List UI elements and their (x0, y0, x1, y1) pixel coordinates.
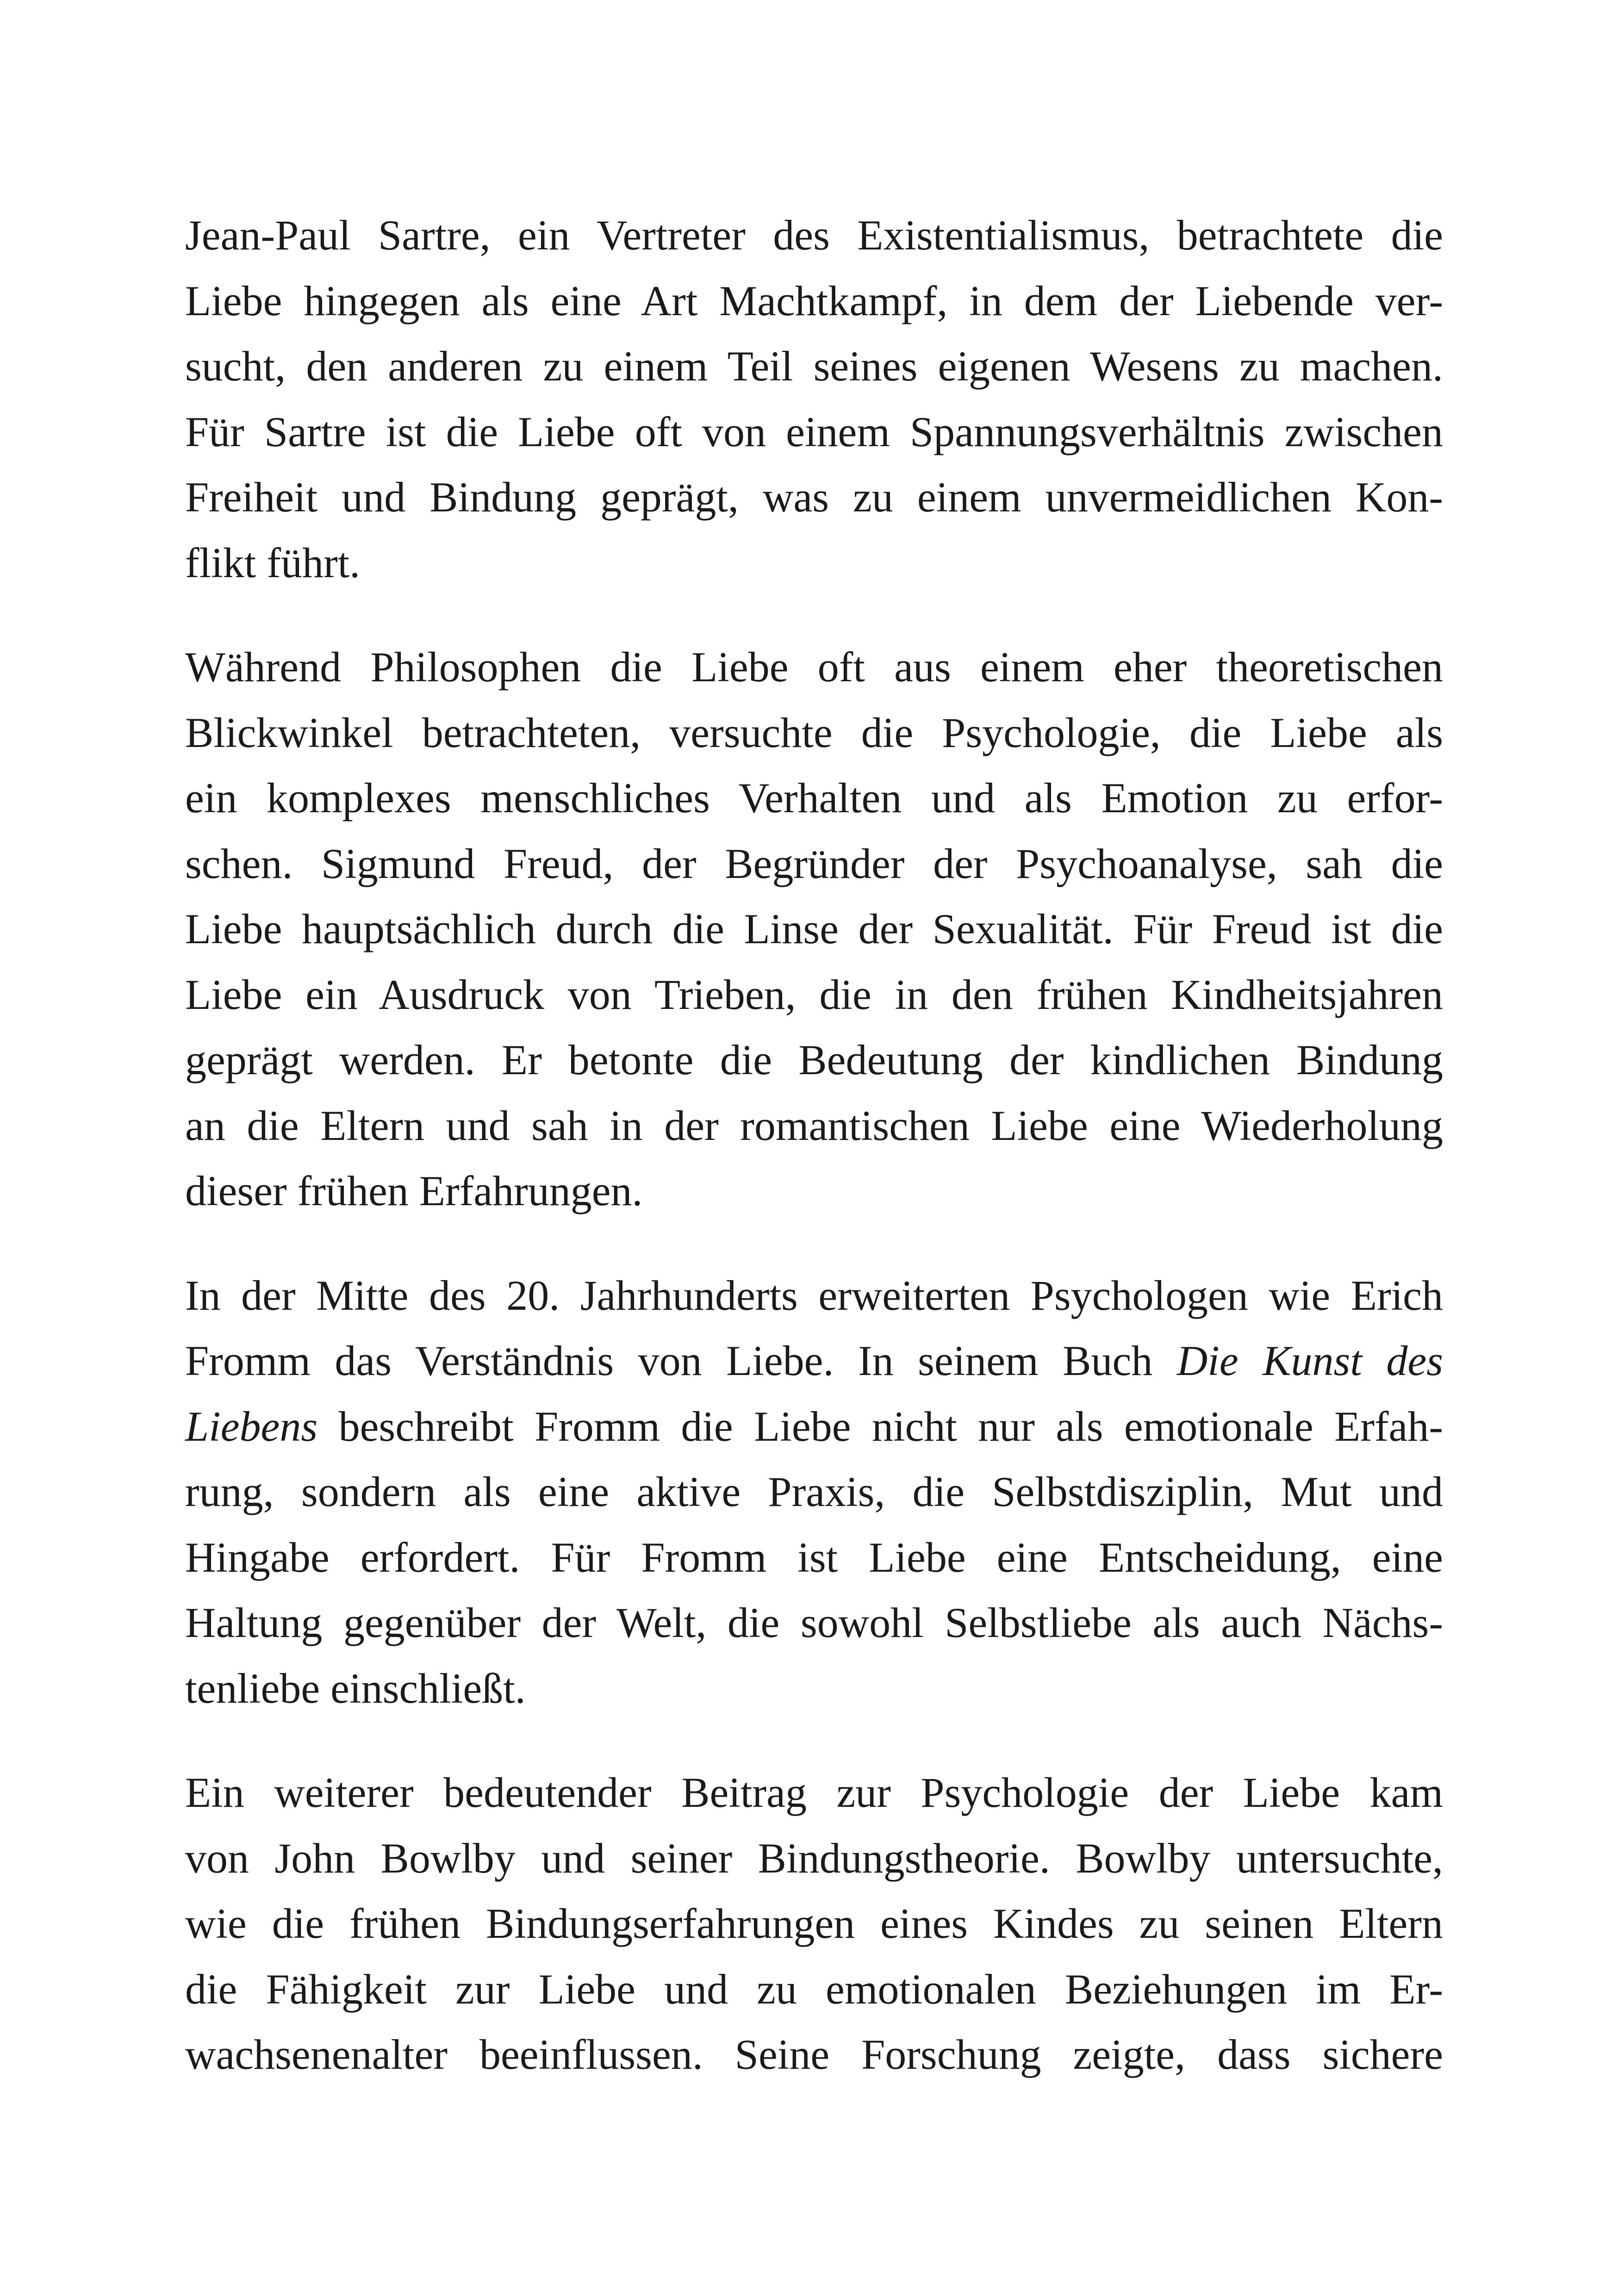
text-line: wachsenenalter beeinflussen. Seine Forschung zeigte, dass sichere (185, 2031, 1443, 2078)
paragraph-fromm (185, 1263, 1443, 1722)
book-title-italic: Liebens (185, 1402, 318, 1450)
text-line: an die Eltern und sah in der romantischen Liebe eine Wiederholung (185, 1101, 1443, 1149)
text-line: Haltung gegenüber der Welt, die sowohl Selbstliebe als auch Nächs- (185, 1599, 1443, 1646)
paragraph-freud (185, 635, 1443, 1224)
text-line: Während Philosophen die Liebe oft aus einem eher theoretischen (185, 643, 1443, 691)
text-line: geprägt werden. Er betonte die Bedeutung der kindlichen Bindung (185, 1036, 1443, 1083)
text-line: Blickwinkel betrachteten, versuchte die Psychologie, die Liebe als (185, 709, 1443, 756)
text-line (185, 1394, 1443, 1460)
text-line: die Fähigkeit zur Liebe und zu emotionalen Beziehungen im Er- (185, 1965, 1443, 2013)
body-text (185, 203, 1443, 2127)
text-line: rung, sondern als eine aktive Praxis, die Selbstdisziplin, Mut und (185, 1468, 1443, 1515)
text-line: sucht, den anderen zu einem Teil seines eigenen Wesens zu machen. (185, 342, 1443, 390)
text-line: Für Sartre ist die Liebe oft von einem Spannungsverhältnis zwischen (185, 408, 1443, 455)
text-line: tenliebe einschließt. (185, 1664, 526, 1712)
text-line: Hingabe erfordert. Für Fromm ist Liebe eine Entscheidung, eine (185, 1533, 1443, 1581)
text-line: Liebe hauptsächlich durch die Linse der Sexualität. Für Freud ist die (185, 905, 1443, 952)
text-line: schen. Sigmund Freud, der Begründer der Psychoanalyse, sah die (185, 840, 1443, 887)
paragraph-sartre (185, 203, 1443, 596)
text-line: Liebe ein Ausdruck von Trieben, die in den frühen Kindheitsjahren (185, 971, 1443, 1018)
text-line: dieser frühen Erfahrungen. (185, 1167, 643, 1214)
text-run: beschreibt Fromm die Liebe nicht nur als emotionale Erfah- (317, 1402, 1443, 1450)
text-line: wie die frühen Bindungserfahrungen eines Kindes zu seinen Eltern (185, 1900, 1443, 1947)
text-line: ein komplexes menschliches Verhalten und als Emotion zu erfor- (185, 774, 1443, 821)
text-line: von John Bowlby und seiner Bindungstheorie. Bowlby untersuchte, (185, 1834, 1443, 1882)
text-line: Jean-Paul Sartre, ein Vertreter des Existentialismus, betrachtete die (185, 212, 1443, 259)
paragraph-bowlby (185, 1760, 1443, 2088)
text-line (185, 1328, 1443, 1394)
book-title-italic: Die Kunst des (1176, 1337, 1443, 1384)
text-run: Fromm das Verständnis von Liebe. In seinem Buch (185, 1337, 1177, 1384)
text-line: Liebe hingegen als eine Art Machtkampf, in dem der Liebende ver- (185, 277, 1443, 324)
text-line: flikt führt. (185, 539, 361, 586)
text-line: Freiheit und Bindung geprägt, was zu einem unvermeidlichen Kon- (185, 473, 1443, 521)
text-line: Ein weiterer bedeutender Beitrag zur Psychologie der Liebe kam (185, 1769, 1443, 1816)
text-line: In der Mitte des 20. Jahrhunderts erweiterten Psychologen wie Erich (185, 1271, 1443, 1319)
